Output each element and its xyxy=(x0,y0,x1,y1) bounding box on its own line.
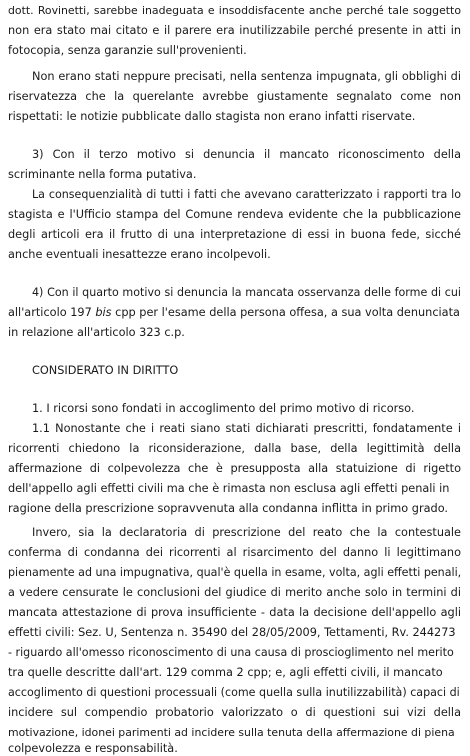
text-line: in relazione all'articolo 323 c.p. xyxy=(8,326,185,339)
text-line: 1.1 Nonostante che i reati siano stati dichiarati prescritti, fondatamente i xyxy=(32,422,461,435)
text-line: ricorrenti chiedono la riconsiderazione, dalla base, della legittimità della xyxy=(8,442,461,455)
text-line: fotocopia, senza garanzie sull'provenienti. xyxy=(8,44,247,57)
italic-term: bis xyxy=(95,306,112,319)
text-line: colpevolezza e responsabilità. xyxy=(8,742,178,755)
text-line: dell'appello agli effetti civili ma che è rimasta non esclusa agli effetti penali in xyxy=(8,482,450,495)
text-line: motivazione, idonei parimenti ad incidere sulla tenuta della affermazione di piena xyxy=(8,726,455,739)
text-line: Non erano stati neppure precisati, nella sentenza impugnata, gli obblighi di xyxy=(32,70,461,83)
text-line: 3) Con il terzo motivo si denuncia il mancato riconoscimento della xyxy=(32,148,461,161)
text-line: Invero, sia la declaratoria di prescrizione del reato che la contestuale xyxy=(32,526,461,539)
text-line: conferma di condanna dei ricorrenti al risarcimento del danno li legittimano xyxy=(8,546,461,559)
text-line: pienamente ad una impugnativa, qual'è quella in esame, volta, agli effetti penali, xyxy=(8,566,461,579)
text-line: a vedere censurate le conclusioni del giudice di merito anche solo in termini di xyxy=(8,586,461,599)
text-line: scriminante nella forma putativa. xyxy=(8,168,197,181)
text-line: mancata attestazione di prova insufficiente - data la decisione dell'appello agli xyxy=(8,606,461,619)
text-line: degli articoli era il frutto di una interpretazione di essi in buona fede, sicché xyxy=(8,228,461,241)
text-fragment: cpp per l'esame della persona offesa, a sua volta denunciata xyxy=(111,306,460,319)
text-line: stagista e l'Ufficio stampa del Comune rendeva evidente che la pubblicazione xyxy=(8,208,461,221)
text-line: dott. Rovinetti, sarebbe inadeguata e insoddisfacente anche perché tale soggetto xyxy=(8,4,461,17)
text-line: affermazione di colpevolezza che è presupposta alla statuizione di rigetto xyxy=(8,462,461,475)
text-line: tra quelle descritte dall'art. 129 comma 2 cpp; e, agli effetti civili, il mancato xyxy=(8,666,443,679)
text-line: effetti civili: Sez. U, Sentenza n. 35490 del 28/05/2009, Tettamenti, Rv. 244273 xyxy=(8,626,456,639)
text-line: riservatezza che la querelante avrebbe giustamente segnalato come non xyxy=(8,90,461,103)
text-line: accoglimento di questioni processuali (come quella sulla inutilizzabilità) capaci di xyxy=(8,686,460,699)
text-line: rispettati: le notizie pubblicate dallo stagista non erano infatti riservate. xyxy=(8,110,416,123)
text-line: ragione della prescrizione sopravvenuta alla condanna inflitta in primo grado. xyxy=(8,502,449,515)
text-line: non era stato mai citato e il parere era inutilizzabile perché presente in atti in xyxy=(8,24,461,37)
text-line: anche eventuali inesattezze erano incolpevoli. xyxy=(8,248,271,261)
text-line: - riguardo all'omesso riconoscimento di una causa di proscioglimento nel merito xyxy=(8,646,454,659)
text-fragment: all'articolo 197 xyxy=(8,306,96,319)
text-line: incidere sul compendio probatorio valorizzato o di questioni sui vizi della xyxy=(8,706,461,719)
text-line xyxy=(8,306,461,320)
text-line: 1. I ricorsi sono fondati in accoglimento del primo motivo di ricorso. xyxy=(32,402,415,415)
text-line: La consequenzialità di tutti i fatti che avevano caratterizzato i rapporti tra lo xyxy=(32,188,461,201)
text-line: 4) Con il quarto motivo si denuncia la mancata osservanza delle forme di cui xyxy=(32,286,461,299)
section-heading: CONSIDERATO IN DIRITTO xyxy=(32,364,179,377)
